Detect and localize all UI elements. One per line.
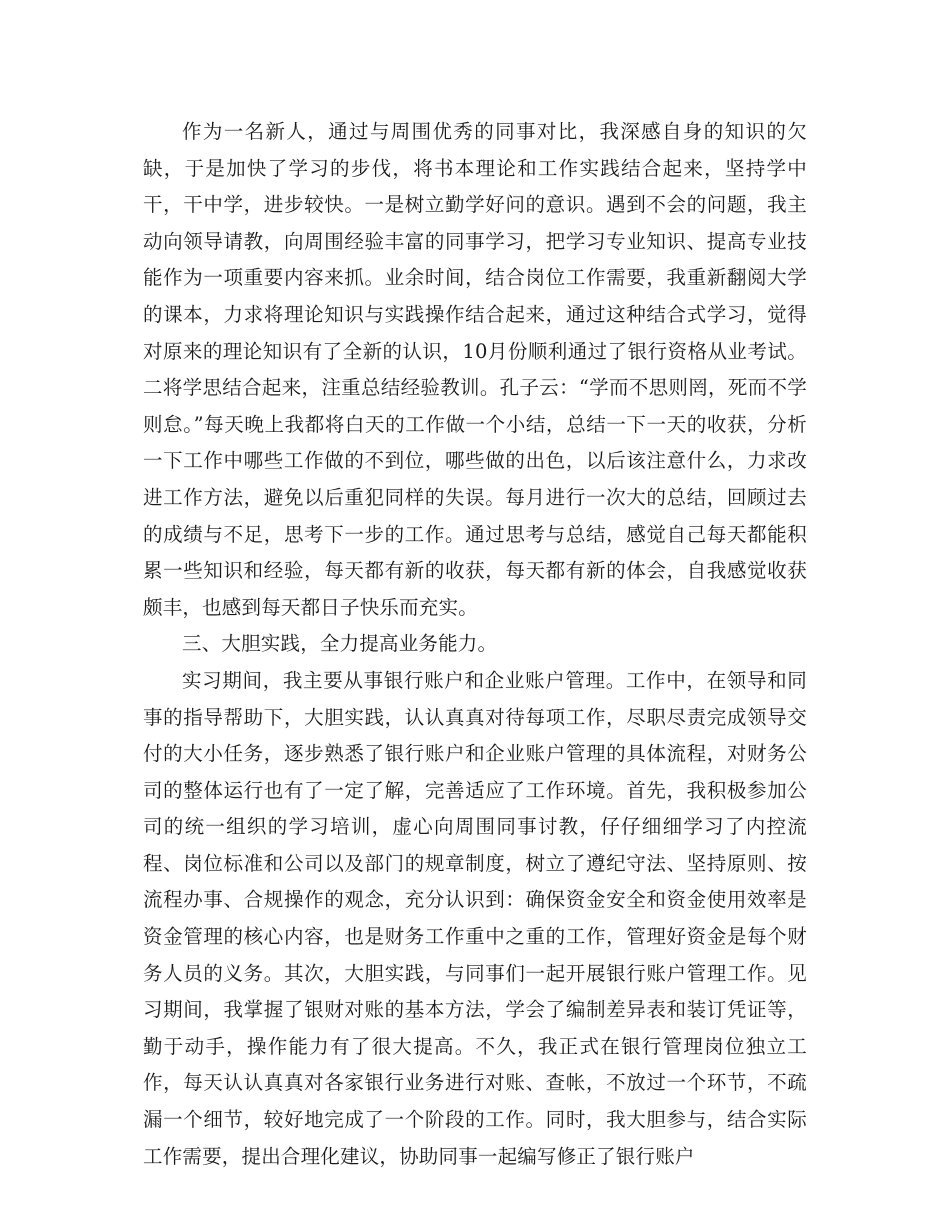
paragraph-learning: 作为一名新人，通过与周围优秀的同事对比，我深感自身的知识的欠缺，于是加快了学习的步伐，将书本理论和工作实践结合起来，坚持学中干，干中学，进步较快。一是树立勤学好问的意识。遇到不会的问题，我主动向领导请教，向周围经验丰富的同事学习，把学习专业知识、提高专业技能作为一项重要内容来抓。业余时间，结合岗位工作需要，我重新翻阅大学的课本，力求将理论知识与实践操作结合起来，通过这种结合式学习，觉得对原来的理论知识有了全新的认识，10月份顺利通过了银行资格从业考试。二将学思结合起来，注重总结经验教训。孔子云：“学而不思则罔，死而不学则怠。”每天晚上我都将白天的工作做一个小结，总结一下一天的收获，分析一下工作中哪些工作做的不到位，哪些做的出色，以后该注意什么，力求改进工作方法，避免以后重犯同样的失误。每月进行一次大的总结，回顾过去的成绩与不足，思考下一步的工作。通过思考与总结，感觉自己每天都能积累一些知识和经验，每天都有新的收获，每天都有新的体会，自我感觉收获颇丰，也感到每天都日子快乐而充实。 [143, 120, 807, 619]
section-heading-practice: 三、大胆实践，全力提高业务能力。 [182, 632, 498, 656]
paragraph-internship: 实习期间，我主要从事银行账户和企业账户管理。工作中，在领导和同事的指导帮助下，大胆实践，认认真真对待每项工作，尽职尽责完成领导交付的大小任务，逐步熟悉了银行账户和企业账户管理的具体流程，对财务公司的整体运行也有了一定了解，完善适应了工作环境。首先，我积极参加公司的统一组织的学习培训，虚心向周围同事讨教，仔仔细细学习了内控流程、岗位标准和公司以及部门的规章制度，树立了遵纪守法、坚持原则、按流程办事、合规操作的观念，充分认识到：确保资金安全和资金使用效率是资金管理的核心内容，也是财务工作重中之重的工作，管理好资金是每个财务人员的义务。其次，大胆实践，与同事们一起开展银行账户管理工作。见习期间，我掌握了银财对账的基本方法，学会了编制差异表和装订凭证等，勤于动手，操作能力有了很大提高。不久，我正式在银行管理岗位独立工作，每天认认真真对各家银行业务进行对账、查帐，不放过一个环节，不疏漏一个细节，较好地完成了一个阶段的工作。同时，我大胆参与，结合实际工作需要，提出合理化建议，协助同事一起编写修正了银行账户 [143, 668, 807, 1168]
document-body [143, 114, 807, 1175]
